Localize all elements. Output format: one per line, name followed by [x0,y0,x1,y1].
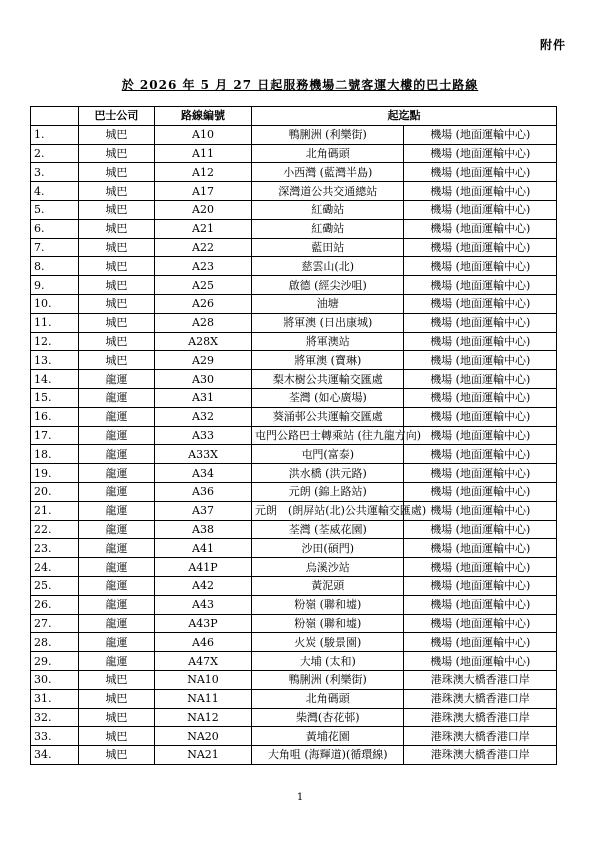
operator-cell: 城巴 [78,257,154,276]
route-cell: NA20 [155,727,252,746]
header-route: 路線編號 [155,107,252,126]
operator-cell: 龍運 [78,539,154,558]
row-number: 23. [31,539,79,558]
table-row [31,445,557,464]
route-cell: A47X [155,652,252,671]
origin-cell: 藍田站 [251,238,404,257]
origin-cell: 黃泥頭 [251,576,404,595]
row-number: 28. [31,633,79,652]
row-number: 13. [31,351,79,370]
table-row [31,407,557,426]
operator-cell: 龍運 [78,558,154,577]
destination-cell: 港珠澳大橋香港口岸 [404,727,557,746]
route-cell: NA21 [155,746,252,765]
origin-cell: 啟德 (經尖沙咀) [251,276,404,295]
route-cell: NA12 [155,708,252,727]
table-row [31,125,557,144]
table-row [31,539,557,558]
route-cell: A26 [155,294,252,313]
row-number: 9. [31,276,79,295]
destination-cell: 港珠澳大橋香港口岸 [404,746,557,765]
origin-cell: 沙田(碩門) [251,539,404,558]
header-number [31,107,79,126]
row-number: 30. [31,670,79,689]
route-cell: A20 [155,200,252,219]
origin-cell: 梨木樹公共運輸交匯處 [251,370,404,389]
row-number: 4. [31,182,79,201]
table-row [31,294,557,313]
destination-cell: 機場 (地面運輸中心) [404,219,557,238]
row-number: 32. [31,708,79,727]
document-title: 於 2026 年 5 月 27 日起服務機場二號客運大樓的巴士路線 [121,78,479,92]
route-cell: A30 [155,370,252,389]
operator-cell: 龍運 [78,520,154,539]
operator-cell: 龍運 [78,614,154,633]
origin-cell: 鴨脷洲 (利樂街) [251,125,404,144]
route-cell: A46 [155,633,252,652]
destination-cell: 機場 (地面運輸中心) [404,332,557,351]
route-cell: A41P [155,558,252,577]
row-number: 5. [31,200,79,219]
row-number: 33. [31,727,79,746]
origin-cell: 屯門公路巴士轉乘站 (往九龍方向) [251,426,404,445]
bus-routes-table [30,106,557,765]
origin-cell: 深灣道公共交通總站 [251,182,404,201]
destination-cell: 機場 (地面運輸中心) [404,407,557,426]
operator-cell: 城巴 [78,200,154,219]
operator-cell: 城巴 [78,276,154,295]
row-number: 6. [31,219,79,238]
route-cell: A21 [155,219,252,238]
destination-cell: 機場 (地面運輸中心) [404,257,557,276]
origin-cell: 粉嶺 (聯和墟) [251,595,404,614]
origin-cell: 紅磡站 [251,219,404,238]
row-number: 17. [31,426,79,445]
destination-cell: 機場 (地面運輸中心) [404,276,557,295]
destination-cell: 機場 (地面運輸中心) [404,576,557,595]
operator-cell: 城巴 [78,746,154,765]
origin-cell: 火炭 (駿景園) [251,633,404,652]
route-cell: A43P [155,614,252,633]
destination-cell: 機場 (地面運輸中心) [404,238,557,257]
table-row [31,595,557,614]
row-number: 11. [31,313,79,332]
operator-cell: 龍運 [78,595,154,614]
annex-label: 附件 [539,38,566,52]
origin-cell: 將軍澳 (日出康城) [251,313,404,332]
row-number: 1. [31,125,79,144]
origin-cell: 元朗 (錦上路站) [251,482,404,501]
route-cell: A37 [155,501,252,520]
table-row [31,670,557,689]
origin-cell: 荃灣 (荃威花園) [251,520,404,539]
table-header-row [31,107,557,126]
table-row [31,652,557,671]
route-cell: A33 [155,426,252,445]
destination-cell: 機場 (地面運輸中心) [404,614,557,633]
origin-cell: 黃埔花園 [251,727,404,746]
operator-cell: 龍運 [78,407,154,426]
destination-cell: 港珠澳大橋香港口岸 [404,708,557,727]
row-number: 21. [31,501,79,520]
origin-cell: 鴨脷洲 (利樂街) [251,670,404,689]
route-cell: A38 [155,520,252,539]
destination-cell: 機場 (地面運輸中心) [404,539,557,558]
route-cell: NA11 [155,689,252,708]
row-number: 29. [31,652,79,671]
destination-cell: 機場 (地面運輸中心) [404,313,557,332]
route-cell: A12 [155,163,252,182]
table-row [31,219,557,238]
route-cell: A22 [155,238,252,257]
route-cell: A33X [155,445,252,464]
destination-cell: 機場 (地面運輸中心) [404,520,557,539]
operator-cell: 城巴 [78,238,154,257]
route-cell: A11 [155,144,252,163]
table-row [31,163,557,182]
operator-cell: 龍運 [78,633,154,652]
route-cell: A31 [155,388,252,407]
table-row [31,520,557,539]
row-number: 24. [31,558,79,577]
destination-cell: 機場 (地面運輸中心) [404,370,557,389]
destination-cell: 機場 (地面運輸中心) [404,182,557,201]
table-row [31,144,557,163]
table-row [31,388,557,407]
route-cell: A23 [155,257,252,276]
header-termini: 起迄點 [251,107,556,126]
origin-cell: 元朗 (朗屏站(北)公共運輸交匯處) [251,501,404,520]
destination-cell: 機場 (地面運輸中心) [404,294,557,313]
route-cell: NA10 [155,670,252,689]
destination-cell: 機場 (地面運輸中心) [404,388,557,407]
operator-cell: 龍運 [78,576,154,595]
destination-cell: 機場 (地面運輸中心) [404,464,557,483]
table-row [31,558,557,577]
row-number: 16. [31,407,79,426]
table-row [31,238,557,257]
destination-cell: 機場 (地面運輸中心) [404,633,557,652]
table-row [31,351,557,370]
table-body [31,125,557,764]
origin-cell: 屯門(富泰) [251,445,404,464]
table-row [31,332,557,351]
row-number: 15. [31,388,79,407]
table-row [31,182,557,201]
origin-cell: 柴灣(杏花邨) [251,708,404,727]
row-number: 3. [31,163,79,182]
table-row [31,370,557,389]
destination-cell: 機場 (地面運輸中心) [404,558,557,577]
table-row [31,426,557,445]
route-cell: A28X [155,332,252,351]
operator-cell: 龍運 [78,652,154,671]
route-cell: A36 [155,482,252,501]
destination-cell: 機場 (地面運輸中心) [404,445,557,464]
table-row [31,276,557,295]
destination-cell: 港珠澳大橋香港口岸 [404,689,557,708]
table-row [31,200,557,219]
row-number: 27. [31,614,79,633]
table-row [31,257,557,276]
operator-cell: 城巴 [78,144,154,163]
destination-cell: 機場 (地面運輸中心) [404,125,557,144]
table-row [31,708,557,727]
route-cell: A28 [155,313,252,332]
row-number: 8. [31,257,79,276]
destination-cell: 機場 (地面運輸中心) [404,351,557,370]
operator-cell: 城巴 [78,689,154,708]
destination-cell: 機場 (地面運輸中心) [404,595,557,614]
operator-cell: 龍運 [78,426,154,445]
operator-cell: 城巴 [78,351,154,370]
operator-cell: 城巴 [78,125,154,144]
origin-cell: 紅磡站 [251,200,404,219]
route-cell: A34 [155,464,252,483]
operator-cell: 城巴 [78,294,154,313]
route-cell: A29 [155,351,252,370]
row-number: 19. [31,464,79,483]
route-cell: A41 [155,539,252,558]
table-row [31,633,557,652]
operator-cell: 龍運 [78,482,154,501]
origin-cell: 荃灣 (如心廣場) [251,388,404,407]
route-cell: A25 [155,276,252,295]
row-number: 26. [31,595,79,614]
row-number: 7. [31,238,79,257]
header-operator: 巴士公司 [78,107,154,126]
table-row [31,746,557,765]
origin-cell: 慈雲山(北) [251,257,404,276]
route-cell: A32 [155,407,252,426]
origin-cell: 小西灣 (藍灣半島) [251,163,404,182]
origin-cell: 大角咀 (海輝道)(循環線) [251,746,404,765]
destination-cell: 機場 (地面運輸中心) [404,482,557,501]
destination-cell: 機場 (地面運輸中心) [404,652,557,671]
route-cell: A10 [155,125,252,144]
operator-cell: 城巴 [78,219,154,238]
row-number: 25. [31,576,79,595]
row-number: 18. [31,445,79,464]
row-number: 34. [31,746,79,765]
origin-cell: 洪水橋 (洪元路) [251,464,404,483]
table-row [31,501,557,520]
operator-cell: 城巴 [78,670,154,689]
origin-cell: 油塘 [251,294,404,313]
row-number: 14. [31,370,79,389]
destination-cell: 機場 (地面運輸中心) [404,426,557,445]
operator-cell: 城巴 [78,182,154,201]
table-row [31,313,557,332]
origin-cell: 北角碼頭 [251,689,404,708]
destination-cell: 機場 (地面運輸中心) [404,163,557,182]
row-number: 10. [31,294,79,313]
row-number: 20. [31,482,79,501]
destination-cell: 港珠澳大橋香港口岸 [404,670,557,689]
operator-cell: 龍運 [78,370,154,389]
origin-cell: 將軍澳站 [251,332,404,351]
destination-cell: 機場 (地面運輸中心) [404,144,557,163]
operator-cell: 城巴 [78,727,154,746]
route-cell: A43 [155,595,252,614]
table-row [31,482,557,501]
table-row [31,689,557,708]
route-cell: A42 [155,576,252,595]
row-number: 12. [31,332,79,351]
destination-cell: 機場 (地面運輸中心) [404,501,557,520]
origin-cell: 北角碼頭 [251,144,404,163]
destination-cell: 機場 (地面運輸中心) [404,200,557,219]
operator-cell: 城巴 [78,163,154,182]
table-row [31,727,557,746]
operator-cell: 城巴 [78,313,154,332]
row-number: 2. [31,144,79,163]
origin-cell: 粉嶺 (聯和墟) [251,614,404,633]
operator-cell: 城巴 [78,332,154,351]
origin-cell: 將軍澳 (寶琳) [251,351,404,370]
table-row [31,614,557,633]
table-row [31,576,557,595]
origin-cell: 葵涌邨公共運輸交匯處 [251,407,404,426]
table-row [31,464,557,483]
origin-cell: 大埔 (太和) [251,652,404,671]
page-number: 1 [296,792,304,803]
operator-cell: 龍運 [78,445,154,464]
operator-cell: 龍運 [78,464,154,483]
operator-cell: 城巴 [78,708,154,727]
origin-cell: 烏溪沙站 [251,558,404,577]
route-cell: A17 [155,182,252,201]
operator-cell: 龍運 [78,388,154,407]
operator-cell: 龍運 [78,501,154,520]
row-number: 22. [31,520,79,539]
row-number: 31. [31,689,79,708]
